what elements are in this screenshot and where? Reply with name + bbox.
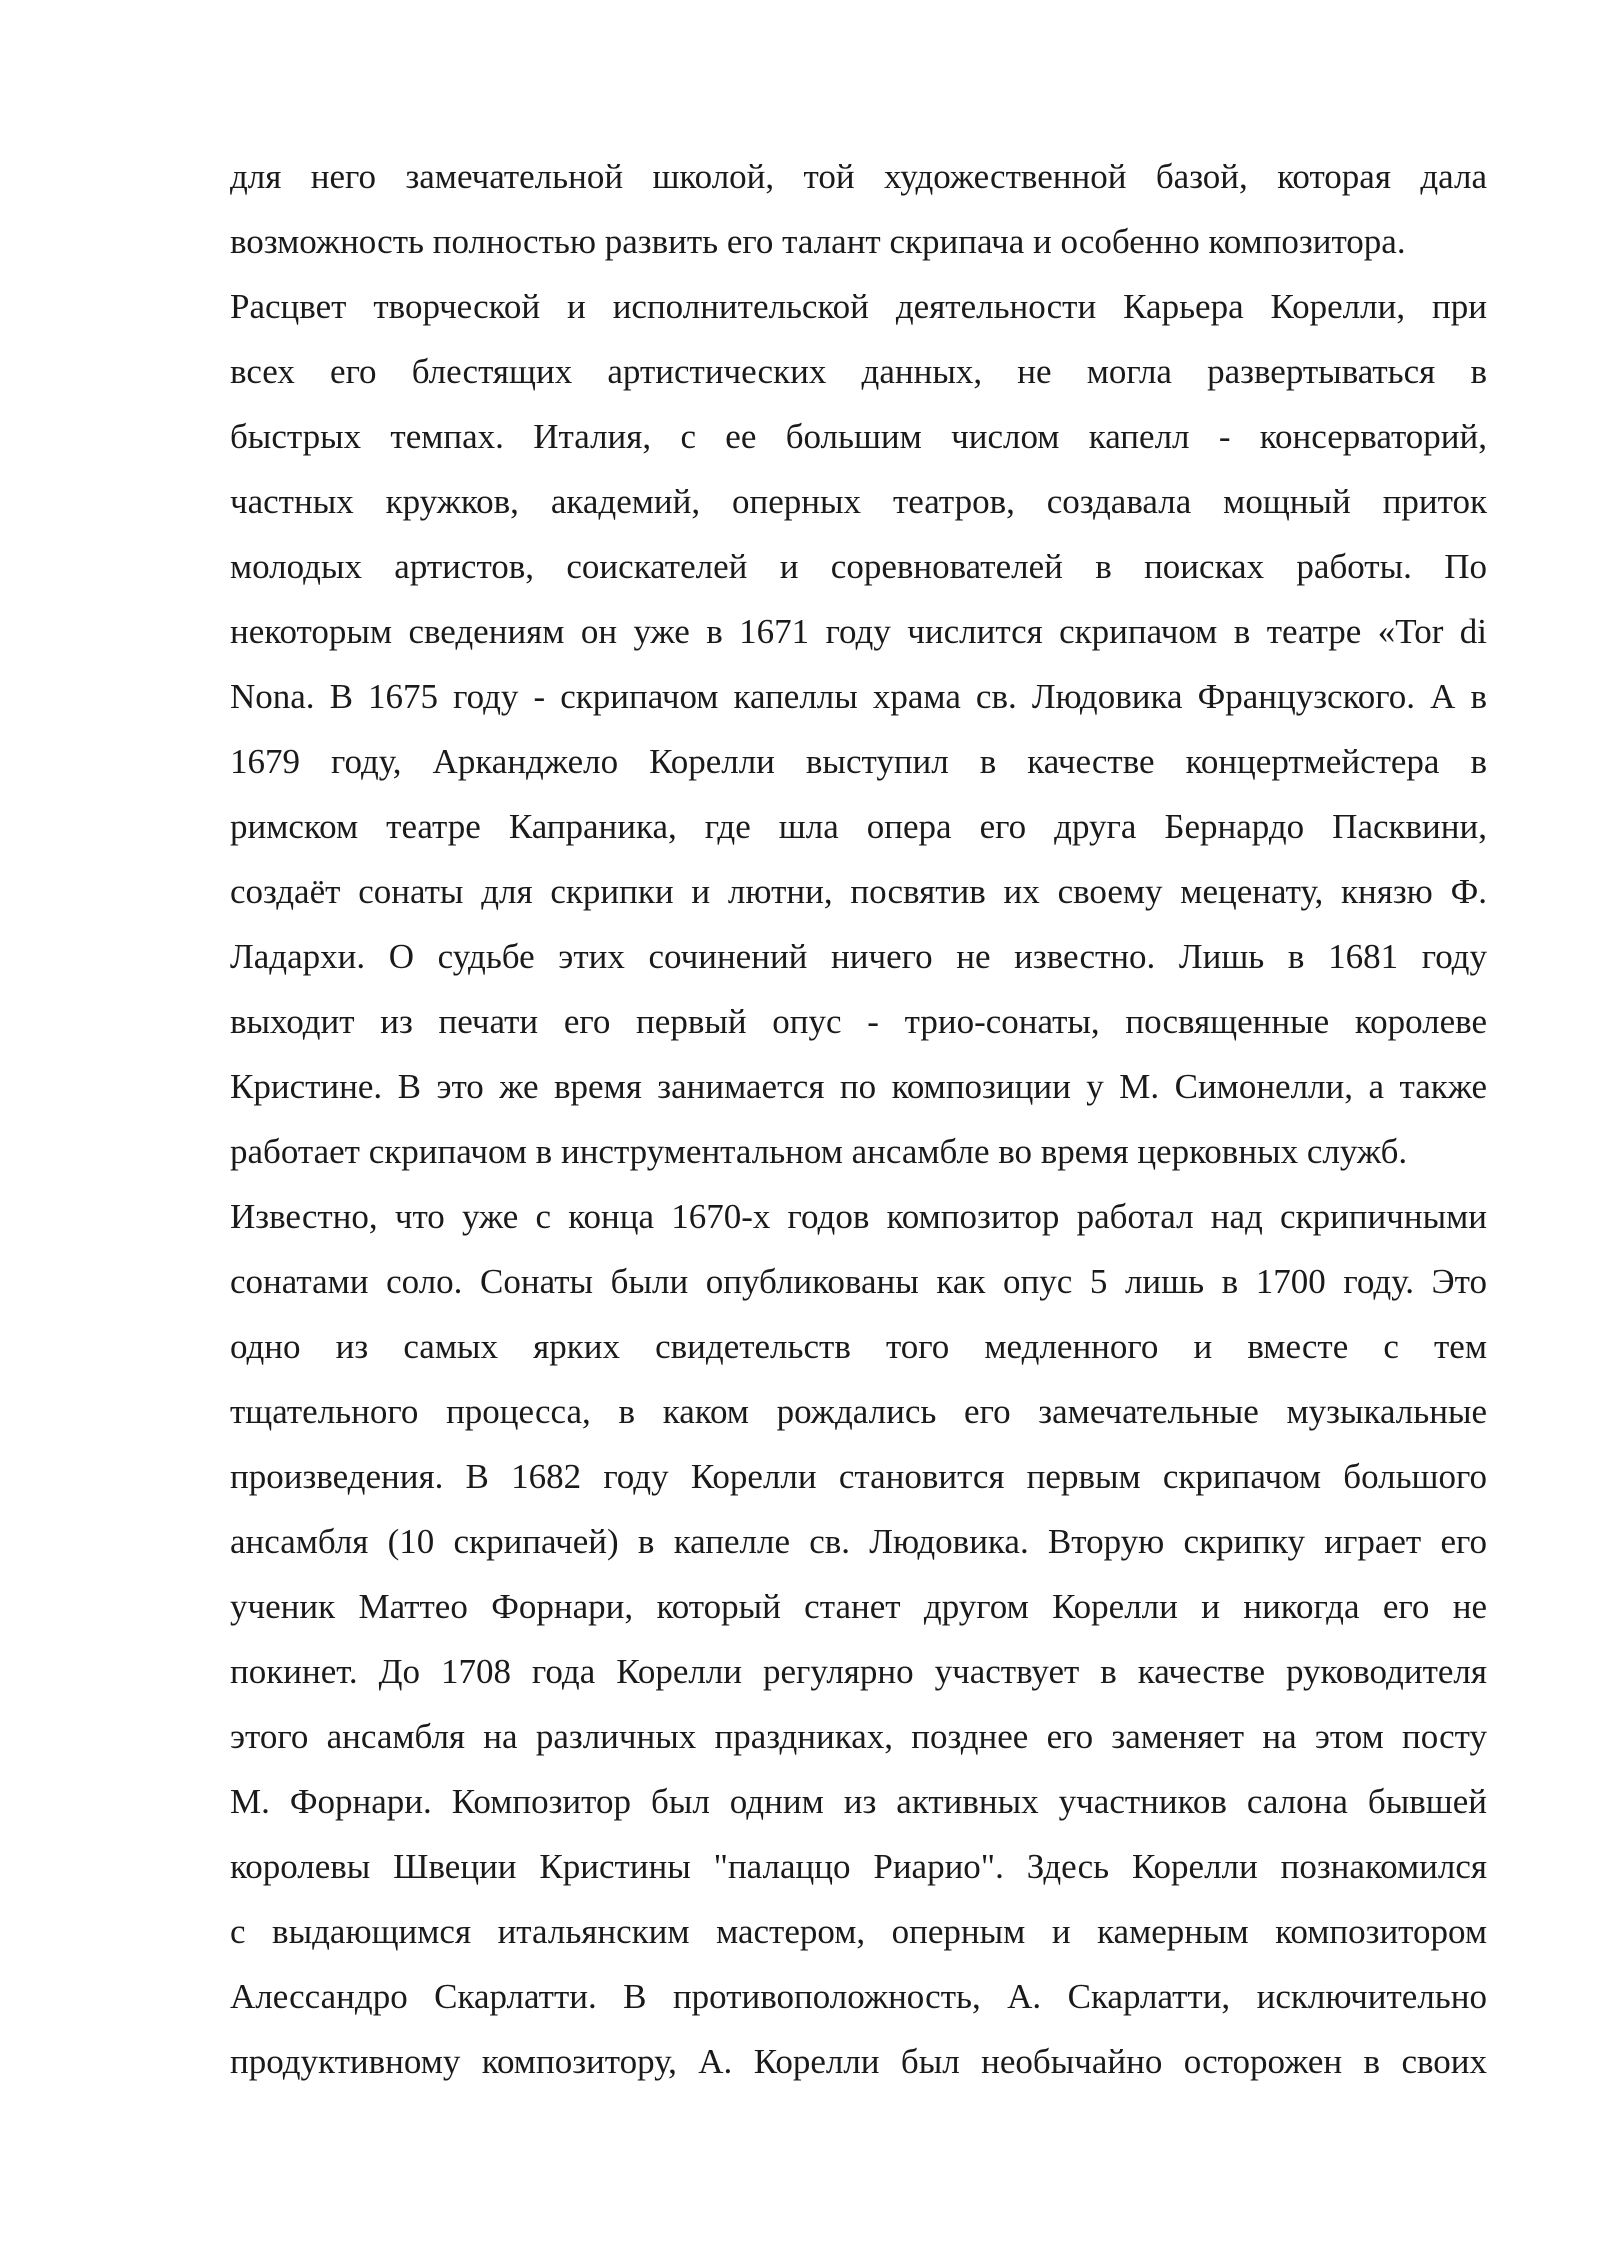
text-line: одно из самых ярких свидетельств того медленного и вместе с тем [230,1327,1487,1366]
text-line: покинет. До 1708 года Корелли регулярно участвует в качестве руководителя [230,1652,1487,1691]
text-line: всех его блестящих артистических данных, не могла развертываться в [230,352,1487,391]
text-line: тщательного процесса, в каком рождались его замечательные музыкальные [230,1392,1487,1431]
text-line: сонатами соло. Сонаты были опубликованы как опус 5 лишь в 1700 году. Это [230,1262,1487,1301]
text-line: создаёт сонаты для скрипки и лютни, посвятив их своему меценату, князю Ф. [230,872,1487,911]
text-line: этого ансамбля на различных праздниках, позднее его заменяет на этом посту [230,1717,1487,1756]
text-line: М. Форнари. Композитор был одним из активных участников салона бывшей [230,1782,1487,1821]
text-line: Расцвет творческой и исполнительской деятельности Карьера Корелли, при [230,287,1487,326]
text-line: римском театре Капраника, где шла опера его друга Бернардо Пасквини, [230,807,1487,846]
text-line: частных кружков, академий, оперных театров, создавала мощный приток [230,482,1487,521]
text-line: 1679 году, Арканджело Корелли выступил в качестве концертмейстера в [230,742,1487,781]
text-line: Алессандро Скарлатти. В противоположность, А. Скарлатти, исключительно [230,1977,1487,2016]
text-line: продуктивному композитору, А. Корелли был необычайно осторожен в своих [230,2042,1487,2081]
text-line: королевы Швеции Кристины "палаццо Риарио". Здесь Корелли познакомился [230,1847,1487,1886]
text-line: Nona. В 1675 году - скрипачом капеллы храма св. Людовика Французского. А в [230,677,1487,716]
text-line: с выдающимся итальянским мастером, оперным и камерным композитором [230,1912,1487,1951]
text-line: произведения. В 1682 году Корелли становится первым скрипачом большого [230,1457,1487,1496]
text-line: работает скрипачом в инструментальном ансамбле во время церковных служб. [230,1132,1408,1171]
text-line: выходит из печати его первый опус - трио-сонаты, посвященные королеве [230,1002,1487,1041]
text-line: ученик Маттео Форнари, который станет другом Корелли и никогда его не [230,1587,1487,1626]
text-line: быстрых темпах. Италия, с ее большим числом капелл - консерваторий, [230,417,1487,456]
body-paragraph [230,144,1487,2094]
text-line: Кристине. В это же время занимается по композиции у М. Симонелли, а также [230,1067,1487,1106]
text-line: молодых артистов, соискателей и соревнователей в поисках работы. По [230,547,1487,586]
text-line: для него замечательной школой, той художественной базой, которая дала [230,157,1487,196]
text-line: возможность полностью развить его талант скрипача и особенно композитора. [230,222,1406,261]
text-line: ансамбля (10 скрипачей) в капелле св. Людовика. Вторую скрипку играет его [230,1522,1487,1561]
text-line: Ладархи. О судьбе этих сочинений ничего не известно. Лишь в 1681 году [230,937,1487,976]
text-line: Известно, что уже с конца 1670-х годов композитор работал над скрипичными [230,1197,1487,1236]
text-line: некоторым сведениям он уже в 1671 году числится скрипачом в театре «Tor di [230,612,1487,651]
